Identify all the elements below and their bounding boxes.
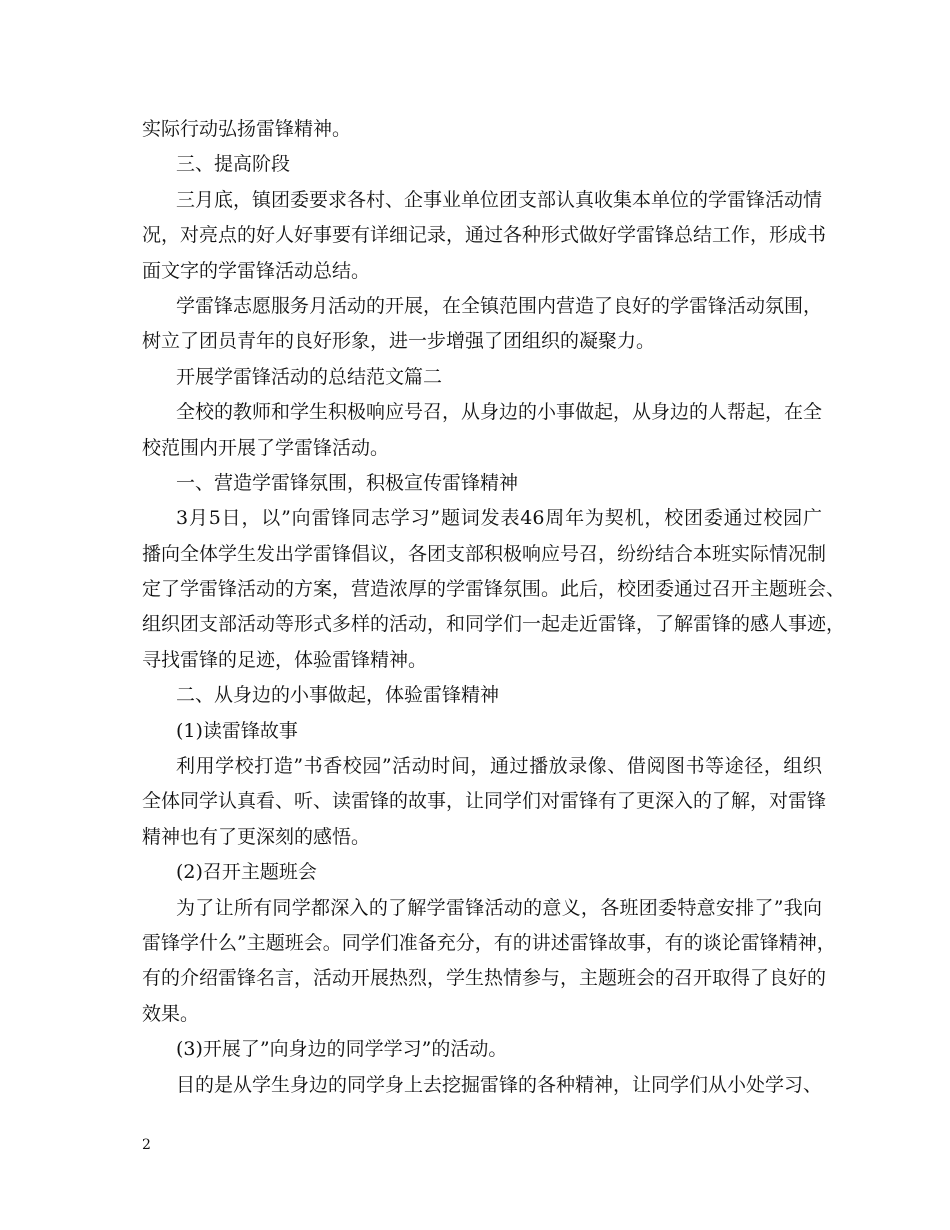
text-line: 播向全体学生发出学雷锋倡议，各团支部积极响应号召，纷纷结合本班实际情况制 <box>142 542 827 565</box>
subsection-heading: (2)召开主题班会 <box>176 861 317 884</box>
text-line: 面文字的学雷锋活动总结。 <box>142 259 371 282</box>
text-line: 效果。 <box>142 1002 200 1025</box>
text-line: 寻找雷锋的足迹，体验雷锋精神。 <box>142 648 428 671</box>
section-heading: 三、提高阶段 <box>176 153 291 176</box>
text-line: 利用学校打造”书香校园”活动时间，通过播放录像、借阅图书等途径，组织 <box>176 755 822 778</box>
text-line: 组织团支部活动等形式多样的活动，和同学们一起走近雷锋，了解雷锋的感人事迹， <box>142 613 846 636</box>
text-line: 3月5日，以”向雷锋同志学习”题词发表46周年为契机，校团委通过校园广 <box>176 507 822 530</box>
section-heading: 一、营造学雷锋氛围，积极宣传雷锋精神 <box>176 471 519 494</box>
text-line: 实际行动弘扬雷锋精神。 <box>142 118 352 140</box>
page-number: 2 <box>142 1137 151 1153</box>
text-line: 三月底，镇团委要求各村、企事业单位团支部认真收集本单位的学雷锋活动情 <box>176 188 823 211</box>
text-line: 有的介绍雷锋名言，活动开展热烈，学生热情参与，主题班会的召开取得了良好的 <box>142 967 827 990</box>
text-line: 为了让所有同学都深入的了解学雷锋活动的意义，各班团委特意安排了”我向 <box>176 896 822 919</box>
text-line: 雷锋学什么”主题班会。同学们准备充分，有的讲述雷锋故事，有的谈论雷锋精神， <box>142 931 836 954</box>
section-heading: 二、从身边的小事做起，体验雷锋精神 <box>176 684 500 707</box>
body-text <box>142 112 846 1103</box>
subsection-heading: (1)读雷锋故事 <box>176 719 298 742</box>
text-line: 全体同学认真看、听、读雷锋的故事，让同学们对雷锋有了更深入的了解，对雷锋 <box>142 790 827 813</box>
text-line: 目的是从学生身边的同学身上去挖掘雷锋的各种精神，让同学们从小处学习、 <box>176 1073 823 1096</box>
text-line: 学雷锋志愿服务月活动的开展，在全镇范围内营造了良好的学雷锋活动氛围， <box>176 294 823 317</box>
subsection-heading: (3)开展了”向身边的同学学习”的活动。 <box>176 1038 508 1061</box>
text-line: 精神也有了更深刻的感悟。 <box>142 825 371 848</box>
text-line: 树立了团员青年的良好形象，进一步增强了团组织的凝聚力。 <box>142 330 656 353</box>
text-line: 况，对亮点的好人好事要有详细记录，通过各种形式做好学雷锋总结工作，形成书 <box>142 224 827 247</box>
text-line: 校范围内开展了学雷锋活动。 <box>142 436 390 459</box>
text-line: 定了学雷锋活动的方案，营造浓厚的学雷锋氛围。此后，校团委通过召开主题班会、 <box>142 578 846 601</box>
section-heading: 开展学雷锋活动的总结范文篇二 <box>176 365 443 388</box>
text-line: 全校的教师和学生积极响应号召，从身边的小事做起，从身边的人帮起，在全 <box>176 401 823 424</box>
